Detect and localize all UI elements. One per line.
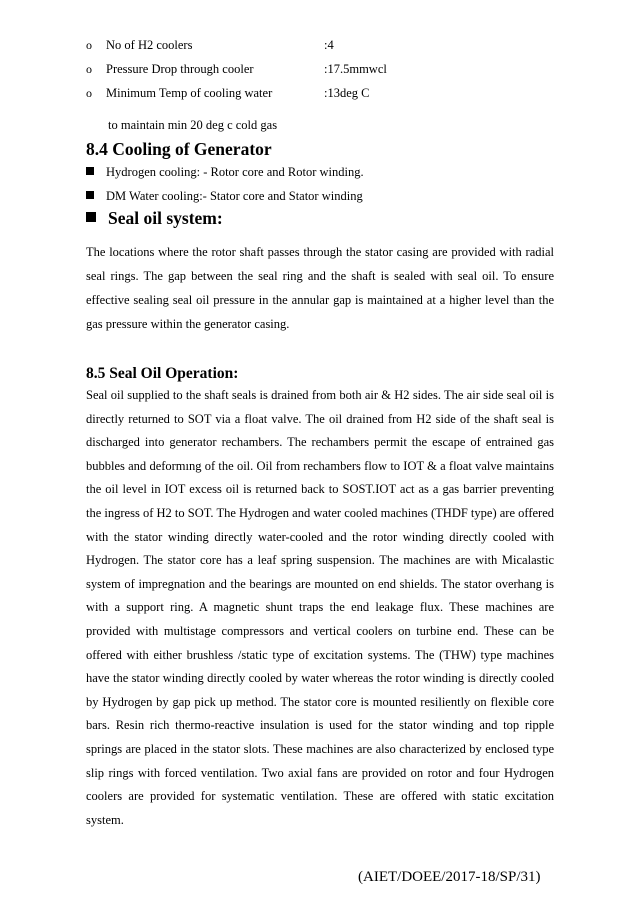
spec-note: to maintain min 20 deg c cold gas [108,118,278,132]
list-item-text: DM Water cooling:- Stator core and Stator winding [106,189,363,203]
list-item-text: Hydrogen cooling: - Rotor core and Rotor winding. [106,165,364,179]
square-bullet-icon [86,191,94,199]
spec-value: :4 [324,38,334,52]
section-heading-cooling: 8.4 Cooling of Generator [86,139,272,159]
list-item [86,187,363,205]
list-bullet: o [86,62,92,76]
heading-text: Seal oil system: [108,208,223,228]
section-heading-seal-oil-operation: 8.5 Seal Oil Operation: [86,365,239,382]
spec-label: Pressure Drop through cooler [106,62,254,76]
square-bullet-icon [86,167,94,175]
spec-label: No of H2 coolers [106,38,193,52]
paragraph-seal-oil-system: The locations where the rotor shaft passes through the stator casing are provided with radial seal rings. The gap between the seal ring and the shaft is sealed with seal oil. To ensure effective sealing seal oil pressure in the annular gap is maintained at a higher level than the gas pressure within the generator casing. [86,245,554,331]
square-bullet-icon [86,212,96,222]
section-heading-seal-oil-system [86,207,223,229]
spec-value: :17.5mmwcl [324,62,387,76]
list-bullet: o [86,38,92,52]
spec-label: Minimum Temp of cooling water [106,86,273,100]
paragraph-seal-oil-operation: Seal oil supplied to the shaft seals is drained from both air & H2 sides. The air side seal oil is directly returned to SOT via a float valve. The oil drained from H2 side of the shaft seal is discharged into generator rechambers. The rechambers permit the escape of entrained gas bubbles and deformıng of the oil. Oil from rechambers flow to IOT & a float valve maintains the oil level in IOT excess oil is returned back to SOST.IOT act as a gas barrier preventing the ingress of H2 to SOT. The Hydrogen and water cooled machines (THDF type) are offered with the stator winding directly water-cooled and the rotor winding directly cooled with Hydrogen. The stator core has a leaf spring suspension. The machines are with Micalastic system of impregnation and the bearings are mounted on end shields. The stator overhang is with a support ring. A magnetic shunt traps the end leakage flux. These machines are provided with multistage compressors and vertical coolers on turbine end. These can be offered with either brushless /static type of excitation systems. The (THW) type machines have the stator winding directly cooled by water whereas the rotor winding is directly cooled by Hydrogen by gap pick up method. The stator core is mounted resiliently on flexible core bars. Resin rich thermo-reactive insulation is used for the stator winding and top ripple springs are placed in the stator slots. These machines are also characterized by enclosed type slip rings with forced ventilation. Two axial fans are provided on rotor and four Hydrogen coolers are provided for systematic ventilation. These are offered with static excitation system. [86,388,554,827]
page-footer-reference: (AIET/DOEE/2017-18/SP/31) [358,869,541,885]
list-bullet: o [86,86,92,100]
spec-value: :13deg C [324,86,370,100]
list-item [86,163,364,181]
